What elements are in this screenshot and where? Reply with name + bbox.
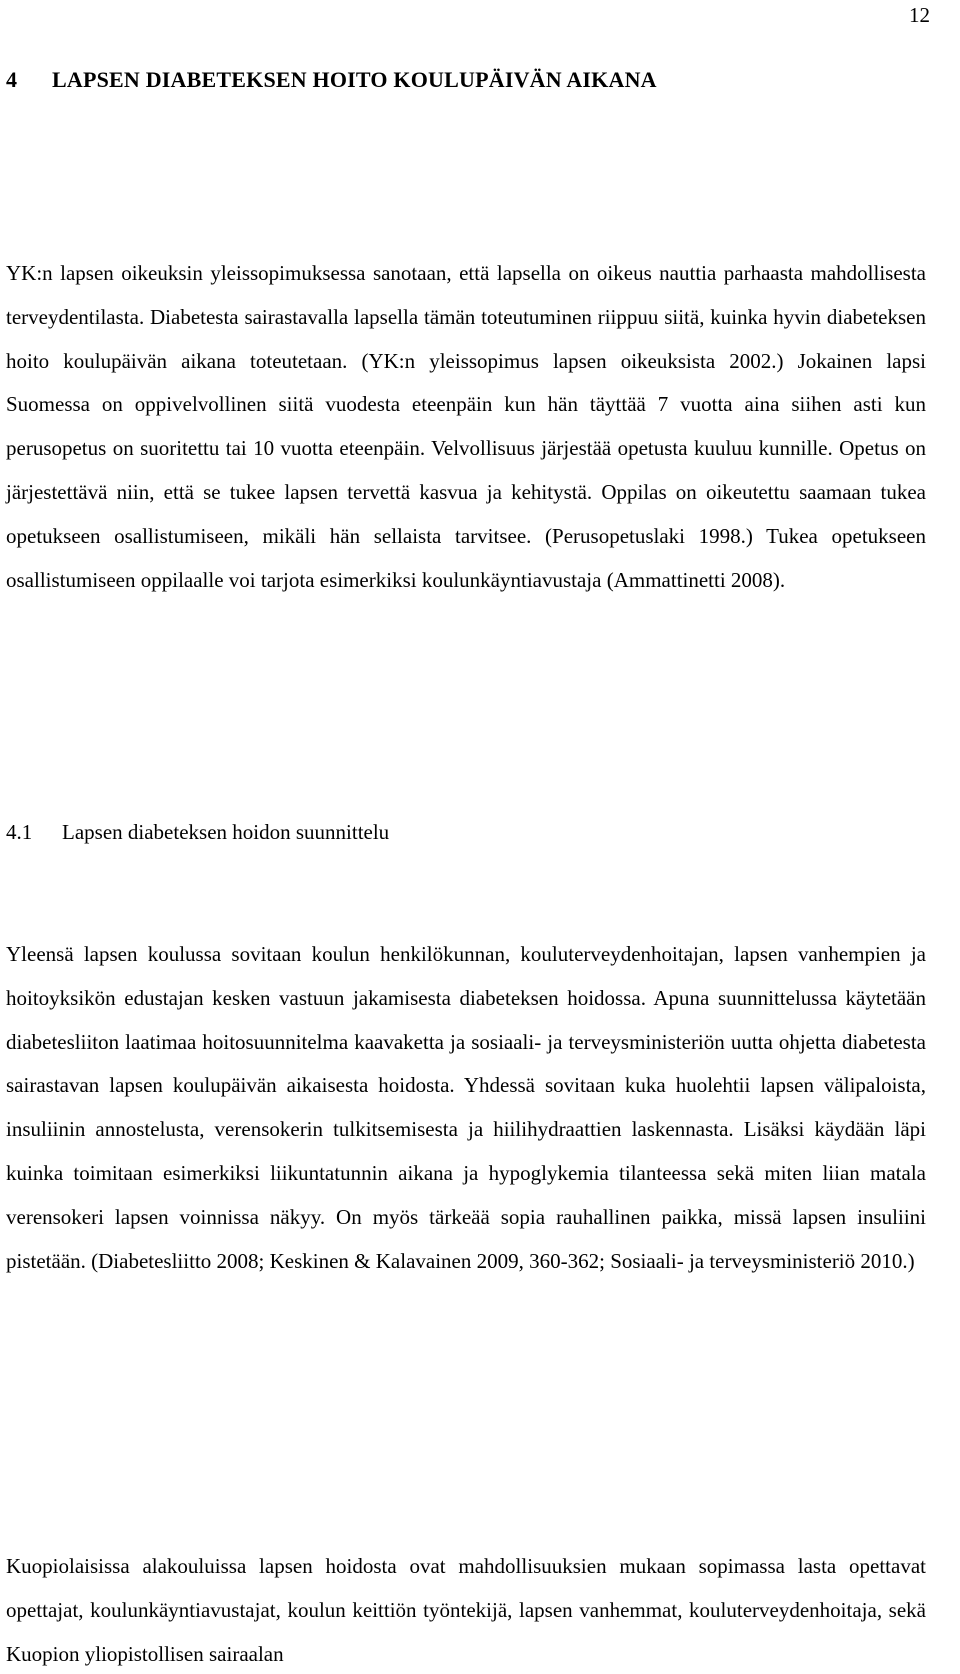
paragraph-care-planning: Yleensä lapsen koulussa sovitaan koulun henkilökunnan, kouluterveydenhoitajan, lapsen vanhempien ja hoitoyksikön edustajan kesken vastuun jakamisesta diabeteksen hoidossa. Apuna suunnittelussa käytetään diabetesliiton laatimaa hoitosuunnitelma kaavaketta ja sosiaali- ja terveysministeriön uutta ohjetta diabetesta sairastavan lapsen koulupäivän aikaisesta hoidosta. Yhdessä sovitaan kuka huolehtii lapsen välipaloista, insuliinin annostelusta, verensokerin tulkitsemisesta ja hiilihydraattien laskennasta. Lisäksi käydään läpi kuinka toimitaan esimerkiksi liikuntatunnin aikana ja hypoglykemia tilanteessa sekä miten liian matala verensokeri lapsen voinnissa näkyy. On myös tärkeää sopia rauhallinen paikka, missä lapsen insuliini pistetään. (Diabetesliitto 2008; Keskinen & Kalavainen 2009, 360-362; Sosiaali- ja terveysministeriö 2010.) xyxy=(6,942,926,1273)
page-number: 12 xyxy=(909,3,930,27)
section-number: 4.1 xyxy=(6,820,33,844)
paragraph-kuopio-schools: Kuopiolaisissa alakouluissa lapsen hoidosta ovat mahdollisuuksien mukaan sopimassa lasta opettavat opettajat, koulunkäyntiavustajat, koulun keittiön työntekijä, lapsen vanhemmat, kouluterveydenhoitaja, sekä Kuopion yliopistollisen sairaalan xyxy=(6,1554,926,1666)
chapter-number: 4 xyxy=(6,67,18,92)
chapter-heading xyxy=(6,66,657,94)
section-title: Lapsen diabeteksen hoidon suunnittelu xyxy=(62,820,390,844)
chapter-title: LAPSEN DIABETEKSEN HOITO KOULUPÄIVÄN AIKANA xyxy=(52,67,657,92)
paragraph-rights-of-child: YK:n lapsen oikeuksin yleissopimuksessa sanotaan, että lapsella on oikeus nauttia parhaasta mahdollisesta terveydentilasta. Diabetesta sairastavalla lapsella tämän toteutuminen riippuu siitä, kuinka hyvin diabeteksen hoito koulupäivän aikana toteutetaan. (YK:n yleissopimus lapsen oikeuksista 2002.) Jokainen lapsi Suomessa on oppivelvollinen siitä vuodesta eteenpäin kun hän täyttää 7 vuotta aina siihen asti kun perusopetus on suoritettu tai 10 vuotta eteenpäin. Velvollisuus järjestää opetusta kuuluu kunnille. Opetus on järjestettävä niin, että se tukee lapsen tervettä kasvua ja kehitystä. Oppilas on oikeutettu saamaan tukea opetukseen osallistumiseen, mikäli hän sellaista tarvitsee. (Perusopetuslaki 1998.) Tukea opetukseen osallistumiseen oppilaalle voi tarjota esimerkiksi koulunkäyntiavustaja (Ammattinetti 2008). xyxy=(6,261,926,592)
section-heading xyxy=(6,818,389,846)
